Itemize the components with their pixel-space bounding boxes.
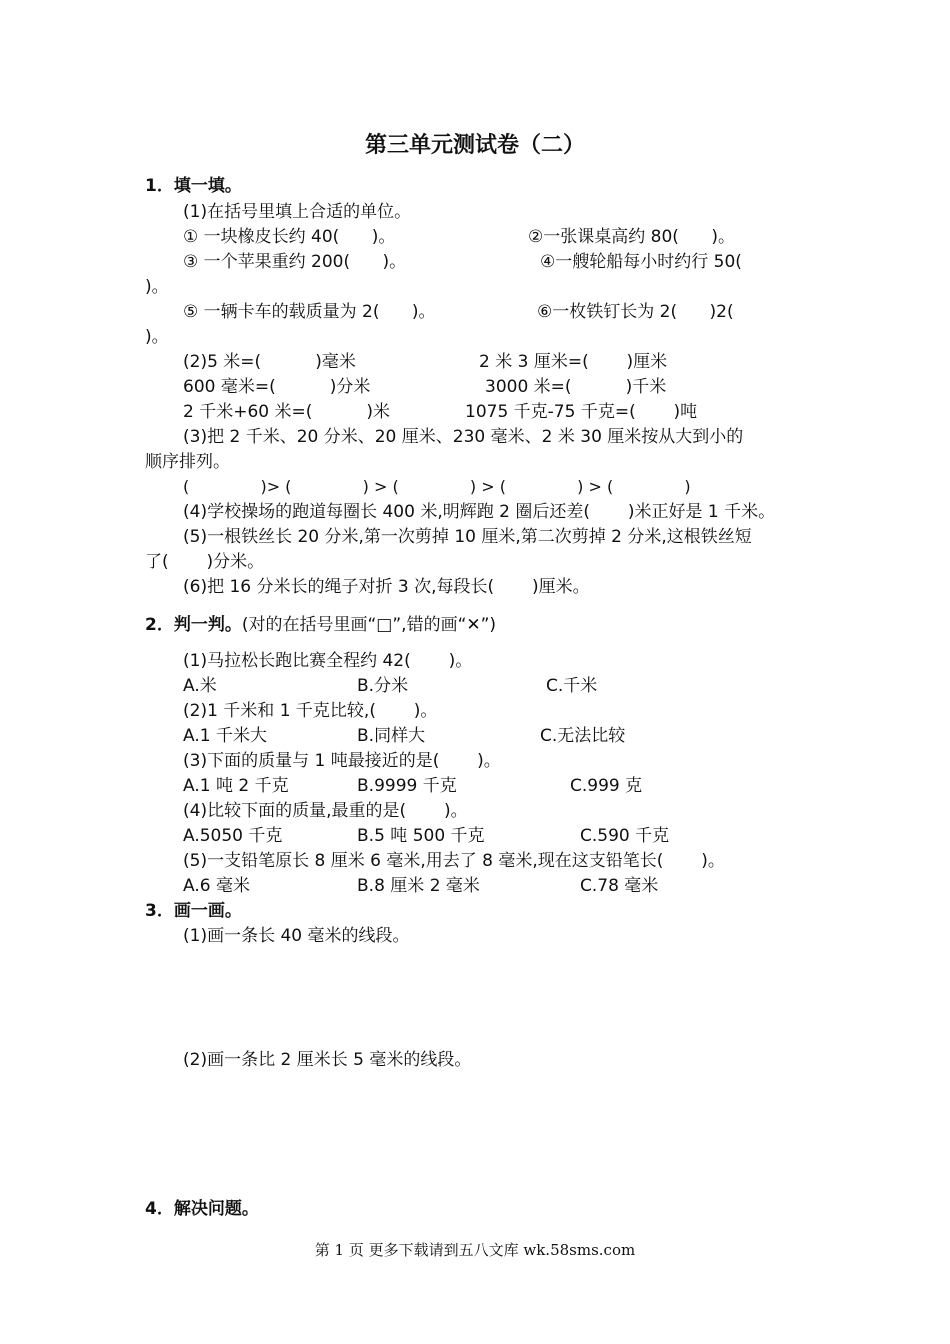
s2-q3: (3)下面的质量与 1 吨最接近的是( )。 bbox=[183, 751, 501, 771]
s1-q1-item-f: ⑥一枚铁钉长为 2( )2( bbox=[537, 302, 734, 322]
s2-q1-option-b: B.分米 bbox=[357, 676, 409, 696]
s1-q2-item-d: 3000 米=( )千米 bbox=[485, 377, 667, 397]
page-footer: 第 1 页 更多下载请到五八文库 wk.58sms.com bbox=[314, 1241, 636, 1259]
s1-q5-line-1: (5)一根铁丝长 20 分米,第一次剪掉 10 厘米,第二次剪掉 2 分米,这根铁丝短 bbox=[183, 527, 752, 547]
s1-q1-item-a: ① 一块橡皮长约 40( )。 bbox=[183, 227, 396, 247]
s1-q1-intro: (1)在括号里填上合适的单位。 bbox=[183, 202, 412, 222]
s1-q1-item-d: ④一艘轮船每小时约行 50( bbox=[540, 252, 742, 272]
s1-q4: (4)学校操场的跑道每圈长 400 米,明辉跑 2 圈后还差( )米正好是 1 千米。 bbox=[183, 502, 776, 522]
s1-q2-item-e: 2 千米+60 米=( )米 bbox=[183, 402, 391, 422]
s1-q6: (6)把 16 分米长的绳子对折 3 次,每段长( )厘米。 bbox=[183, 577, 590, 597]
s2-q5-option-b: B.8 厘米 2 毫米 bbox=[357, 876, 480, 896]
s2-q2-option-a: A.1 千米大 bbox=[183, 726, 267, 746]
s2-q2-option-b: B.同样大 bbox=[357, 726, 426, 746]
s2-q4: (4)比较下面的质量,最重的是( )。 bbox=[183, 801, 468, 821]
s1-q1-item-d-end: )。 bbox=[145, 277, 169, 297]
s2-q1-option-a: A.米 bbox=[183, 676, 217, 696]
s2-q3-option-a: A.1 吨 2 千克 bbox=[183, 776, 289, 796]
section-4-heading: 4．解决问题。 bbox=[145, 1199, 259, 1219]
s1-q2-item-c: 600 毫米=( )分米 bbox=[183, 377, 371, 397]
page-title: 第三单元测试卷（二） bbox=[364, 132, 585, 158]
checkbox-symbol-icon: □ bbox=[376, 615, 393, 635]
section-2-instruction: (对的在括号里画“ bbox=[241, 615, 377, 635]
s2-q1: (1)马拉松长跑比赛全程约 42( )。 bbox=[183, 651, 473, 671]
s2-q2: (2)1 千米和 1 千克比较,( )。 bbox=[183, 701, 438, 721]
section-2-heading: 2．判一判。 bbox=[145, 615, 242, 635]
s2-q1-option-c: C.千米 bbox=[546, 676, 598, 696]
section-2-instruction-end: ”,错的画“✕”) bbox=[392, 615, 497, 635]
s1-q3-answer-blanks: ( )> ( ) > ( ) > ( ) > ( ) bbox=[183, 477, 691, 496]
s3-q1: (1)画一条长 40 毫米的线段。 bbox=[183, 926, 410, 946]
s1-q2-item-b: 2 米 3 厘米=( )厘米 bbox=[479, 352, 668, 372]
s1-q2-item-f: 1075 千克-75 千克=( )吨 bbox=[465, 402, 698, 422]
section-1-heading: 1．填一填。 bbox=[145, 176, 242, 196]
s3-q2: (2)画一条比 2 厘米长 5 毫米的线段。 bbox=[183, 1050, 472, 1070]
s2-q4-option-b: B.5 吨 500 千克 bbox=[357, 826, 485, 846]
s1-q1-item-c: ③ 一个苹果重约 200( )。 bbox=[183, 252, 407, 272]
section-3-heading: 3．画一画。 bbox=[145, 901, 242, 921]
s2-q5: (5)一支铅笔原长 8 厘米 6 毫米,用去了 8 毫米,现在这支铅笔长( )。 bbox=[183, 851, 725, 871]
s1-q1-item-b: ②一张课桌高约 80( )。 bbox=[528, 227, 735, 247]
s1-q1-item-e: ⑤ 一辆卡车的载质量为 2( )。 bbox=[183, 302, 436, 322]
s2-q5-option-c: C.78 毫米 bbox=[580, 876, 659, 896]
s1-q3-line-1: (3)把 2 千米、20 分米、20 厘米、230 毫米、2 米 30 厘米按从大到小的 bbox=[183, 427, 744, 447]
section-2-heading-row bbox=[145, 617, 496, 634]
s1-q1-item-f-end: )。 bbox=[145, 327, 169, 347]
s2-q4-option-c: C.590 千克 bbox=[580, 826, 670, 846]
s2-q3-option-c: C.999 克 bbox=[570, 776, 643, 796]
s2-q2-option-c: C.无法比较 bbox=[540, 726, 626, 746]
s2-q5-option-a: A.6 毫米 bbox=[183, 876, 250, 896]
s1-q3-line-2: 顺序排列。 bbox=[145, 452, 230, 472]
s1-q2-item-a: (2)5 米=( )毫米 bbox=[183, 352, 356, 372]
s1-q5-line-2: 了( )分米。 bbox=[145, 552, 265, 572]
s2-q3-option-b: B.9999 千克 bbox=[357, 776, 457, 796]
s2-q4-option-a: A.5050 千克 bbox=[183, 826, 283, 846]
